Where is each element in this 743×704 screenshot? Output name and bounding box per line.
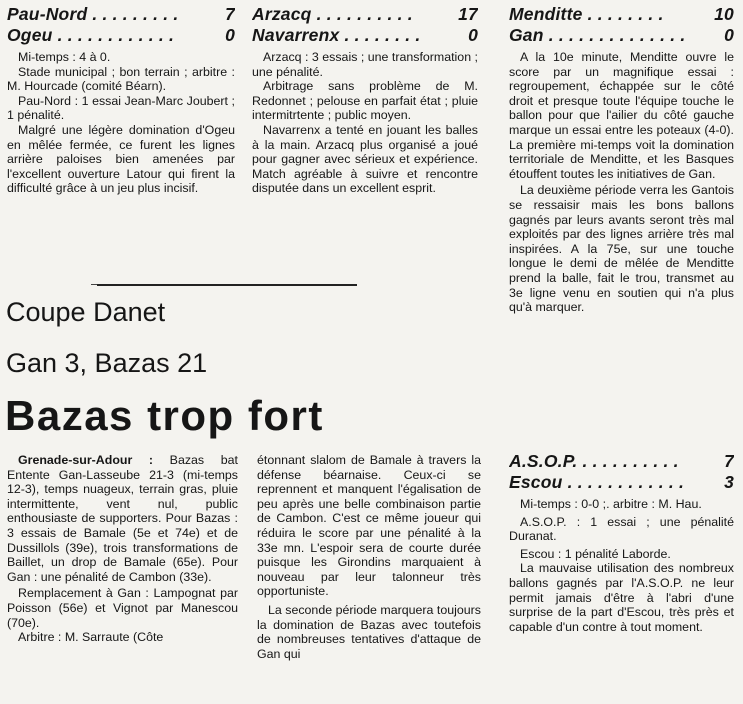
section-divider (97, 284, 357, 286)
match-arzacq-navarrenx (252, 4, 478, 196)
scorers: Escou : 1 pénalité Laborde. (520, 546, 671, 561)
dot-leader: . . . . . . . . . . (311, 4, 413, 24)
team-name: Escou (509, 472, 563, 492)
score-line-navarrenx (252, 25, 478, 46)
scorers: A.S.O.P. : 1 essai ; une pénalité Duranat. (509, 514, 734, 544)
team-score: 10 (714, 4, 734, 24)
dot-leader: . . . . . . . . . . (577, 451, 679, 471)
dot-leader: . . . . . . . . (582, 4, 664, 24)
match-report (509, 50, 734, 315)
team-name: A.S.O.P. (509, 451, 578, 471)
match-report (252, 50, 478, 196)
article-paragraph (7, 453, 238, 584)
score-line-gan (509, 25, 734, 46)
team-score: 0 (468, 25, 478, 45)
score-line-arzacq (252, 4, 478, 25)
halftime-score: Mi-temps : 4 à 0. (18, 50, 111, 64)
team-name: Pau-Nord (7, 4, 88, 24)
venue-referee: Stade municipal ; bon terrain ; arbitre : M. Hourcade (comité Béarn). (7, 64, 235, 94)
match-report (509, 497, 734, 634)
team-score: 0 (225, 25, 235, 45)
article-paragraph: étonnant slalom de Bamale à travers la défense béarnaise. Ceux-ci se reprennent et manquent l'égalisation de peu après une belle combinaison partie de Cambon. C'est ce même joueur qui réduira le score par une pénalité à la 33e mn. L'espoir sera de courte durée puisque les Girondins marquaient à nouveau par leur talonneur très opportuniste. (257, 453, 481, 599)
scorers: Pau-Nord : 1 essai Jean-Marc Joubert ; 1 pénalité. (7, 93, 235, 123)
match-asop-escou (509, 451, 734, 634)
article-column-1 (7, 453, 238, 704)
match-menditte-gan (509, 4, 734, 315)
report-paragraph: Navarrenx a tenté en jouant les balles à la main. Arzacq plus organisé a joué pour gagner avec sérieux et expérience. Match agréable à suivre et rencontre disputée dans un excellent esprit. (252, 122, 478, 196)
article-column-2 (257, 453, 481, 704)
section-title: Coupe Danet (6, 297, 166, 327)
report-paragraph: Malgré une légère domination d'Ogeu en mêlée fermée, ce furent les lignes arrière paloises bien amenées par l'excellent ouverture Latour qui firent la difficulté grâce à un jeu plus incisif. (7, 122, 235, 196)
team-name: Ogeu (7, 25, 53, 45)
dateline: Grenade-sur-Adour : (18, 453, 154, 467)
report-paragraph: La mauvaise utilisation des nombreux ballons gagnés par l'A.S.O.P. ne leur permit jamais d'être à l'abri d'une surprise de la part d'Escou, très près et capable d'un contre à tout moment. (509, 561, 734, 634)
article-paragraph: Arbitre : M. Sarraute (Côte (18, 630, 164, 645)
scorers: Arzacq : 3 essais ; une transformation ; une pénalité. (252, 50, 478, 79)
team-name: Menditte (509, 4, 583, 24)
score-line-menditte (509, 4, 734, 25)
score-line-ogeu (7, 25, 235, 46)
score-line-asop (509, 451, 734, 472)
dot-leader: . . . . . . . . . (87, 4, 179, 24)
report-paragraph: La deuxième période verra les Gantois se ressaisir mais les bons ballons gagnés par leurs avants seront très mal exploités par des lignes arrière très mal inspirées. A la 75e, sur une touche longue le demi de mêlée de Menditte prend la balle, fait le trou, transmet au 3e ligne venu en soutien qui n'a plus qu'à marquer. (509, 183, 734, 315)
team-score: 17 (458, 4, 478, 24)
report-paragraph: A la 10e minute, Menditte ouvre le score par un magnifique essai : regroupement, échappée sur le côté droit et presque toute l'équipe touche le ballon pour que l'ailier du côté gauche marque un essai entre les poteaux (4-0). La première mi-temps voit la domination territoriale de Menditte, et les Basques étouffent toutes les initiatives de Gan. (509, 50, 734, 181)
team-score: 7 (724, 451, 734, 471)
article-paragraph: La seconde période marquera toujours la domination de Bazas avec toutefois de nombreuses tentatives d'attaque de Gan qui (257, 602, 481, 661)
match-report (7, 50, 235, 196)
match-pau-ogeu (7, 4, 235, 196)
dot-leader: . . . . . . . . . . . . (52, 25, 175, 45)
dot-leader: . . . . . . . . . . . . (562, 472, 685, 492)
score-line-pau-nord (7, 4, 235, 25)
team-score: 3 (724, 472, 734, 492)
team-score: 0 (724, 25, 734, 45)
team-name: Gan (509, 25, 544, 45)
dot-leader: . . . . . . . . (339, 25, 421, 45)
team-name: Arzacq (252, 4, 312, 24)
match-score-title: Gan 3, Bazas 21 (6, 348, 208, 378)
dot-leader: . . . . . . . . . . . . . . (543, 25, 686, 45)
article-paragraph: Remplacement à Gan : Lampognat par Poisson (56e) et Vignot par Manescou (70e). (7, 586, 238, 630)
venue-referee: Arbitrage sans problème de M. Redonnet ; pelouse en parfait état ; pluie intermitrtente ; public moyen. (252, 79, 478, 123)
team-score: 7 (225, 4, 235, 24)
article-text: Bazas bat Entente Gan-Lasseube 21-3 (mi-temps 12-3), temps nuageux, terrain gras, pluie intermittente, vent nul, public enthousiaste de supporters. Pour Bazas : 3 essais de Bamale (5e et 74e) et de Dussillols (39e), trois transformations de Baillet, un drop de Bamale (65e). Pour Gan : une pénalité de Cambon (33e). (7, 453, 238, 584)
article-headline: Bazas trop fort (5, 392, 324, 439)
team-name: Navarrenx (252, 25, 340, 45)
halftime-score: Mi-temps : 0-0 ;. arbitre : M. Hau. (520, 497, 702, 511)
score-line-escou (509, 472, 734, 493)
